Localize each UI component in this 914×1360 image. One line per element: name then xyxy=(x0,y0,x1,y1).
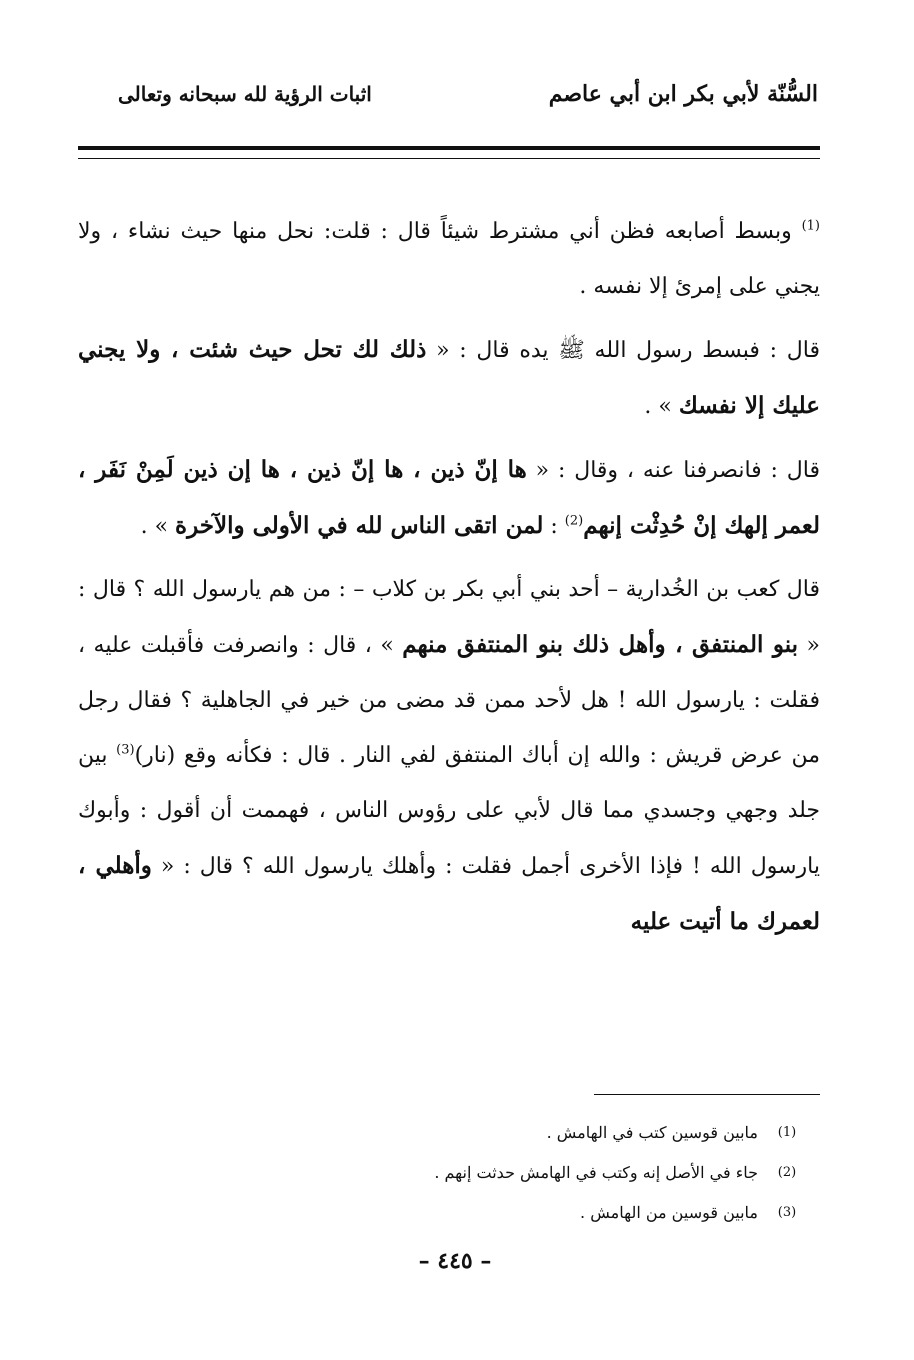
paragraph-3-lead: قال : فانصرفنا عنه ، وقال : « xyxy=(526,458,820,483)
hadith-quote-3: لمن اتقى الناس لله في الأولى والآخرة xyxy=(175,512,544,539)
footnote-number: (2) xyxy=(777,1164,797,1180)
footnote xyxy=(200,1192,816,1232)
hadith-quote-5: وأهلي ، لعمرك ما أتيت عليه xyxy=(78,852,820,935)
chapter-title: اثبات الرؤية لله سبحانه وتعالى xyxy=(118,82,372,106)
body-text xyxy=(78,204,820,958)
paragraph-2-tail: » . xyxy=(644,394,679,419)
footnote-text: مابين قوسين من الهامش . xyxy=(580,1202,758,1222)
paragraph-4-body-2: بين جلد وجهي وجسدي مما قال لأبي على رؤوس الناس ، فهممت أن أقول : وأبوك يارسول الله ! فإذا الأخرى أجمل فقلت : وأهلك يارسول الله ؟ قال : « xyxy=(78,743,820,879)
paragraph-3 xyxy=(78,442,820,554)
paragraph-4 xyxy=(78,562,820,950)
hadith-quote-1: ذلك لك تحل حيث شئت ، ولا يجني عليك إلا نفسك xyxy=(78,336,820,419)
header-rule-thin xyxy=(78,158,820,159)
footnote-ref-2: (2) xyxy=(564,513,584,529)
hadith-quote-4: بنو المنتفق ، وأهل ذلك بنو المنتفق منهم xyxy=(402,631,799,658)
paragraph-2-lead: قال : فبسط رسول الله ﷺ يده قال : « xyxy=(426,338,820,363)
header-rule-thick xyxy=(78,146,820,150)
paragraph-4-body: » ، قال : وانصرفت فأقبلت عليه ، فقلت : يارسول الله ! هل لأحد ممن قد مضى من خير في الجاهلية ؟ فقال رجل من عرض قريش : والله إن أباك المنتفق لفي النار . قال : فكأنه وقع (نار) xyxy=(78,633,820,768)
footnote xyxy=(200,1112,816,1152)
book-title: السُّنّة لأبي بكر ابن أبي عاصم xyxy=(548,81,818,107)
paragraph-4-lead: قال كعب بن الخُدارية – أحد بني أبي بكر بن كلاب – : من هم يارسول الله ؟ قال : « xyxy=(78,577,820,658)
footnotes xyxy=(200,1112,816,1232)
footnote-text: مابين قوسين كتب في الهامش . xyxy=(546,1122,758,1142)
page-header xyxy=(118,74,818,114)
paragraph-1-text: وبسط أصابعه فظن أني مشترط شيئاً قال : قلت: نحل منها حيث نشاء ، ولا يجني على إمرئ إلا نفسه . xyxy=(78,219,820,299)
footnote-separator xyxy=(594,1094,820,1095)
footnote-number: (3) xyxy=(777,1204,797,1220)
footnote-number: (1) xyxy=(777,1124,797,1140)
paragraph-1 xyxy=(78,204,820,314)
paragraph-3-tail: » . xyxy=(140,514,176,539)
paragraph-2 xyxy=(78,322,820,434)
paragraph-3-mid: : xyxy=(543,514,565,539)
footnote xyxy=(200,1152,816,1192)
footnote-ref-1: (1) xyxy=(801,218,820,234)
footnote-ref-3: (3) xyxy=(116,742,135,758)
page-number: – ٤٤٥ – xyxy=(418,1248,492,1274)
hadith-quote-2: ها إنّ ذين ، ها إنّ ذين ، ها إن ذين لَمِنْ نَفَر ، لعمر إلهك إنْ حُدِثْت إنهم xyxy=(78,456,820,539)
footnote-text: جاء في الأصل إنه وكتب في الهامش حدثت إنهم . xyxy=(434,1162,758,1182)
